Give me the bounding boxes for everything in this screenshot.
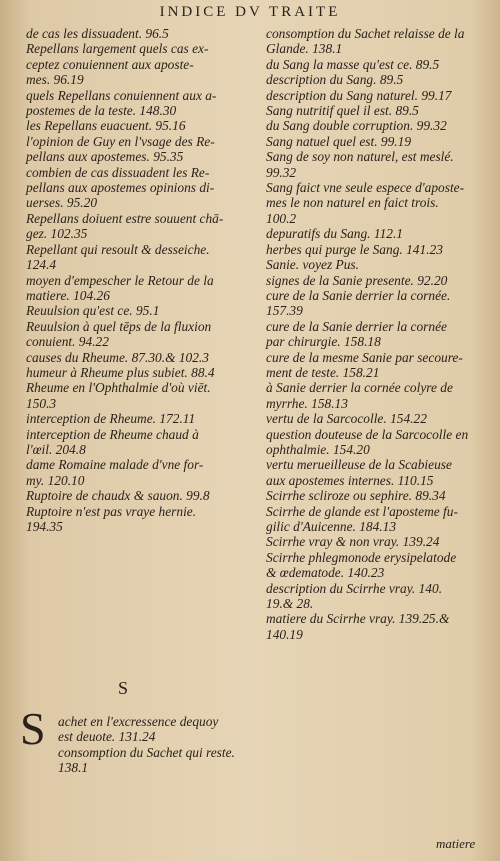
right-entry-line: herbes qui purge le Sang. 141.23: [266, 241, 443, 257]
left-entry-line: Ruptoire n'est pas vraye hernie.: [26, 503, 197, 519]
left-entry-line: Repellant qui resoult & desseiche.: [26, 241, 210, 257]
right-entry-line: ophthalmie. 154.20: [266, 441, 370, 457]
right-entry-line: Sang natuel quel est. 99.19: [266, 133, 412, 149]
right-entry-line: & œdematode. 140.23: [266, 565, 385, 581]
left-entry-line: postemes de la teste. 148.30: [26, 103, 177, 119]
right-entry-line: cure de la Sanie derrier la cornée: [266, 318, 447, 334]
right-entry-line: à Sanie derrier la cornée colyre de: [266, 380, 453, 396]
right-entry-line: depuratifs du Sang. 112.1: [266, 226, 404, 242]
left-entry-line: Repellans doiuent estre souuent chā-: [26, 210, 224, 226]
right-entry-line: aux apostemes internes. 110.15: [266, 472, 434, 488]
right-entry-line: consomption du Sachet relaisse de la: [266, 26, 465, 41]
right-entry-line: Sang faict vne seule espece d'aposte-: [266, 180, 465, 196]
right-entry-line: Scirrhe de glande est l'aposteme fu-: [266, 503, 458, 519]
right-entry-line: Glande. 138.1: [266, 41, 343, 57]
left-entry-line: humeur à Rheume plus subiet. 88.4: [26, 364, 215, 380]
running-header: INDICE DV TRAITE: [159, 4, 341, 20]
left-entry-line: mes. 96.19: [26, 72, 84, 88]
right-entry-line: 140.19: [266, 626, 303, 642]
right-entry-line: Scirrhe scliroze ou sephire. 89.34: [266, 488, 446, 504]
left-entry-line: 194.35: [26, 519, 63, 534]
left-entry-line: causes du Rheume. 87.30.& 102.3: [26, 349, 209, 365]
left-entry-line: les Repellans euacuent. 95.16: [26, 118, 186, 134]
left-entry-line: combien de cas dissuadent les Re-: [26, 164, 210, 180]
left-entry-line: Reuulsion à quel tēps de la fluxion: [26, 318, 212, 334]
left-entry-line: l'œil. 204.8: [26, 441, 86, 457]
left-entry-line: conuient. 94.22: [26, 334, 109, 350]
left-entry-line: gez. 102.35: [26, 226, 88, 242]
left-entry-line: quels Repellans conuiennent aux a-: [26, 87, 217, 103]
left-entry-line: Repellans largement quels cas ex-: [26, 41, 209, 57]
left-entry-line: my. 120.10: [26, 472, 85, 488]
left-entry-line: Rheume en l'Ophthalmie d'où viēt.: [26, 380, 211, 396]
right-entry-line: question douteuse de la Sarcocolle en: [266, 426, 469, 442]
right-entry-line: cure de la Sanie derrier la cornée.: [266, 287, 451, 303]
left-entry-line: moyen d'empescher le Retour de la: [26, 272, 214, 288]
right-entry-line: description du Sang naturel. 99.17: [266, 87, 452, 103]
right-entry-line: signes de la Sanie presente. 92.20: [266, 272, 448, 288]
left-entry-line: de cas les dissuadent. 96.5: [26, 26, 169, 41]
left-entry-line: uerses. 95.20: [26, 195, 98, 211]
right-entry-line: Scirrhe vray & non vray. 139.24: [266, 534, 440, 550]
catchword: matiere: [436, 836, 476, 851]
right-entry-line: vertu de la Sarcocolle. 154.22: [266, 411, 427, 427]
right-entry-line: description du Scirrhe vray. 140.: [266, 580, 443, 596]
left-column-s-section: [58, 714, 254, 776]
right-entry-line: mes le non naturel en faict trois.: [266, 195, 439, 211]
left-s-entry-line: consomption du Sachet qui reste.: [58, 744, 235, 760]
right-entry-line: 157.39: [266, 303, 303, 319]
right-entry-line: 19.& 28.: [266, 596, 314, 612]
left-entry-line: Reuulsion qu'est ce. 95.1: [26, 303, 160, 319]
left-s-entry-line: est deuote. 131.24: [58, 729, 156, 745]
left-entry-line: 124.4: [26, 257, 57, 273]
right-entry-line: vertu merueilleuse de la Scabieuse: [266, 457, 452, 473]
left-column: [26, 26, 254, 534]
right-entry-line: gilic d'Auicenne. 184.13: [266, 519, 397, 534]
section-letter: S: [118, 678, 129, 698]
left-entry-line: Ruptoire de chaudx & sauon. 99.8: [26, 488, 210, 504]
right-entry-line: Sang nutritif quel il est. 89.5: [266, 103, 419, 119]
left-s-entry-line: 138.1: [58, 760, 89, 776]
left-entry-line: pellans aux apostemes opinions di-: [26, 180, 215, 196]
left-entry-line: 150.3: [26, 395, 57, 411]
left-entry-line: matiere. 104.26: [26, 287, 110, 303]
right-entry-line: myrrhe. 158.13: [266, 395, 348, 411]
right-entry-line: Scirrhe phlegmonode erysipelatode: [266, 549, 457, 565]
left-s-entry-line: achet en l'excressence dequoy: [58, 714, 219, 729]
left-entry-line: interception de Rheume chaud à: [26, 426, 199, 442]
right-entry-line: matiere du Scirrhe vray. 139.25.&: [266, 611, 450, 627]
left-entry-line: dame Romaine malade d'vne for-: [26, 457, 204, 473]
left-entry-line: ceptez conuiennent aux aposte-: [26, 56, 194, 72]
right-entry-line: cure de la mesme Sanie par secoure-: [266, 349, 463, 365]
left-entry-line: l'opinion de Guy en l'vsage des Re-: [26, 133, 215, 149]
left-entry-line: interception de Rheume. 172.11: [26, 411, 196, 427]
right-entry-line: Sanie. voyez Pus.: [266, 257, 359, 273]
left-entry-line: pellans aux apostemes. 95.35: [26, 149, 184, 165]
right-column: [266, 26, 488, 642]
right-entry-line: par chirurgie. 158.18: [266, 334, 381, 350]
right-entry-line: ment de teste. 158.21: [266, 364, 380, 380]
right-entry-line: du Sang la masse qu'est ce. 89.5: [266, 56, 440, 72]
right-entry-line: du Sang double corruption. 99.32: [266, 118, 447, 134]
drop-capital: S: [20, 703, 46, 754]
right-entry-line: description du Sang. 89.5: [266, 72, 404, 88]
right-entry-line: Sang de soy non naturel, est meslé.: [266, 149, 454, 165]
right-entry-line: 100.2: [266, 210, 297, 226]
right-entry-line: 99.32: [266, 164, 297, 180]
